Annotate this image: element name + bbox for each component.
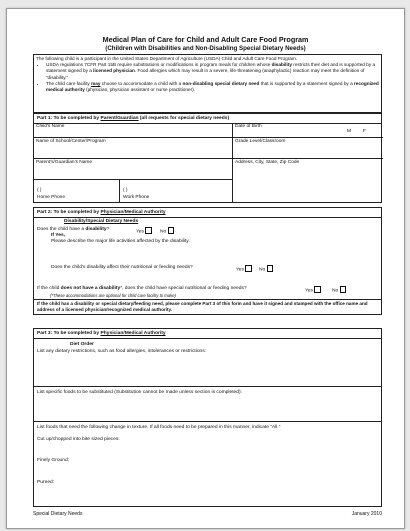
q3-yes-option[interactable] xyxy=(305,286,321,294)
bullet-1-text-b: restricts their diet and is supported by a statement signed by a xyxy=(46,62,376,74)
bullet-1-bold-b: licensed physician xyxy=(93,68,135,74)
parent-name-label: Parent’s/Guardian’s Name xyxy=(36,159,93,165)
q3-yes-label: Yes xyxy=(305,288,313,294)
part2-head-role: Physician/Medical Authority xyxy=(100,210,166,215)
q3-no-option[interactable] xyxy=(332,286,346,294)
q2-yes-label: Yes xyxy=(236,267,244,273)
bullet-2-text-b: choose to accommodate a child with a xyxy=(100,80,183,86)
grade-field[interactable] xyxy=(233,138,383,159)
school-label: Name of School/Center/Program xyxy=(36,138,106,144)
part1-head-role: Parent/Guardian xyxy=(100,116,139,121)
q1-text: Does the child have a xyxy=(37,227,86,232)
optional-note: (*These accommodations are optional for child care facility to make) xyxy=(50,293,176,298)
childs-name-label: Child’s Name xyxy=(36,123,65,129)
gender-f-option[interactable]: F xyxy=(363,129,366,134)
diet-order-heading: Diet Order xyxy=(70,342,94,347)
intro-box xyxy=(33,54,382,113)
form-subtitle: (Children with Disabilities and Non-Disabling Special Dietary Needs) xyxy=(105,45,306,52)
work-phone-field[interactable] xyxy=(120,180,233,203)
intro-lead: The following child is a participant in the United States Department of Agriculture (USDA) Child and Adult Care Food Program. xyxy=(36,56,298,61)
part3-head-role: Physician/Medical Authority xyxy=(100,331,166,336)
childs-name-field[interactable] xyxy=(34,123,233,138)
part2-heading xyxy=(34,208,381,218)
intro-bullet-2 xyxy=(46,81,379,93)
bullet-1-bold-a: disability xyxy=(271,62,292,68)
gender-m-option[interactable]: M xyxy=(347,129,351,134)
part1-head-text: Part 1: To be completed by xyxy=(37,116,101,121)
if-yes-label: If Yes, xyxy=(51,233,66,238)
q1-no-option[interactable] xyxy=(160,227,174,235)
part1-section xyxy=(33,113,382,203)
q3-text-b: *, does the child have special nutritional or feeding needs? xyxy=(120,286,247,291)
q2-no-label: No xyxy=(259,267,266,273)
work-phone-label: Work Phone xyxy=(123,195,150,200)
restrictions-divider xyxy=(34,386,381,387)
footer-date: January 2010 xyxy=(351,511,382,517)
q3-no-checkbox[interactable] xyxy=(340,286,347,293)
dob-label: Date of Birth xyxy=(235,123,262,129)
finely-ground-label: Finely Ground: xyxy=(37,458,70,463)
grade-label: Grade Level/Classroom xyxy=(235,138,286,144)
parent-name-field[interactable] xyxy=(34,159,233,180)
intro-bullets xyxy=(36,62,379,93)
part2-subheading: Disability/Special Dietary Needs xyxy=(64,219,139,224)
part3-heading xyxy=(34,329,381,339)
part2-instruction-text: If the child has a disability or special dietary/feeding need, please complete Part 3 of this form and have it signed and stamped with the office name and address of a licensed physician/recognized medical authority. xyxy=(37,301,368,312)
part3-section xyxy=(33,328,382,507)
part2-instruction-box xyxy=(33,300,382,315)
q3-yes-checkbox[interactable] xyxy=(314,286,321,293)
school-field[interactable] xyxy=(34,138,233,159)
bullet-2-bold-a: may xyxy=(91,80,101,86)
bullet-2-bold-c: recognized medical authority xyxy=(46,80,379,93)
form-title: Medical Plan of Care for Child and Adult Care Food Program xyxy=(102,35,309,44)
q1-bold: disability xyxy=(85,227,107,232)
q1-yes-option[interactable] xyxy=(136,227,152,235)
work-phone-area: ( ) xyxy=(123,188,128,193)
footer-left-text: Special Dietary Needs xyxy=(33,511,83,517)
substitutions-label: List specific foods to be substituted (Substitution cannot be made unless section is completed): xyxy=(37,390,242,395)
part3-head-text: Part 3: To be completed by xyxy=(37,331,101,336)
bullet-2-text-d: (physician, physician assistant or nurse practitioner). xyxy=(84,87,196,93)
home-phone-area: ( ) xyxy=(37,188,42,193)
q2-no-checkbox[interactable] xyxy=(267,265,274,272)
q3-no-label: No xyxy=(332,288,339,294)
bullet-2-bold-b: non-disabling special dietary need xyxy=(182,80,260,86)
q2-no-option[interactable] xyxy=(259,265,273,273)
q3-bold: does not have a disability xyxy=(60,286,121,291)
q1-yes-label: Yes xyxy=(136,229,144,235)
bullet-1-text-c: . Food allergies which may result in a severe, life-threatening (anaphylactic) reaction may meet the definition of “disability.” xyxy=(46,68,365,80)
form-page xyxy=(6,8,405,529)
non-disability-question xyxy=(37,286,247,291)
texture-label: List foods that need the following change in texture. If all foods need to be prepared in this manner, indicate “All.” xyxy=(37,425,281,430)
q1-no-label: No xyxy=(160,229,167,235)
describe-instruction: Please describe the major life activities affected by the disability. xyxy=(51,239,190,244)
part1-head-note: (all requests for special dietary needs) xyxy=(138,116,230,121)
q1-no-checkbox[interactable] xyxy=(168,227,175,234)
address-field[interactable] xyxy=(233,159,383,203)
disability-question xyxy=(37,227,109,232)
q1-yes-checkbox[interactable] xyxy=(145,227,152,234)
dob-field[interactable] xyxy=(233,123,383,138)
substitutions-divider xyxy=(34,421,381,422)
home-phone-label: Home Phone xyxy=(37,195,65,200)
bite-size-label: Cut up/chopped into bite sized pieces: xyxy=(37,437,120,442)
q2-yes-option[interactable] xyxy=(236,265,252,273)
bullet-2-text-a: The child care facility xyxy=(46,80,92,86)
pureed-label: Pureed: xyxy=(37,480,55,485)
address-label: Address, City, State, Zip Code xyxy=(235,159,300,165)
intro-bullet-1 xyxy=(46,62,379,81)
q2-yes-checkbox[interactable] xyxy=(245,265,252,272)
bullet-2-text-c: that is supported by a statement signed by a xyxy=(259,80,354,86)
q3-text-a: If the child xyxy=(37,286,61,291)
part2-head-text: Part 2: To be completed by xyxy=(37,210,101,215)
q1-mark: ? xyxy=(106,227,110,232)
nutrition-question: Does the child’s disability affect their nutritional or feeding needs? xyxy=(51,265,193,270)
restrictions-label: List any dietary restrictions, such as food allergies, intolerances or restrictions: xyxy=(37,349,207,354)
home-phone-field[interactable] xyxy=(34,180,120,203)
bullet-1-text-a: USDA regulations 7CFR Part 15B require substitutions or modifications in program meals for children whose xyxy=(46,62,272,68)
part2-section xyxy=(33,207,382,300)
